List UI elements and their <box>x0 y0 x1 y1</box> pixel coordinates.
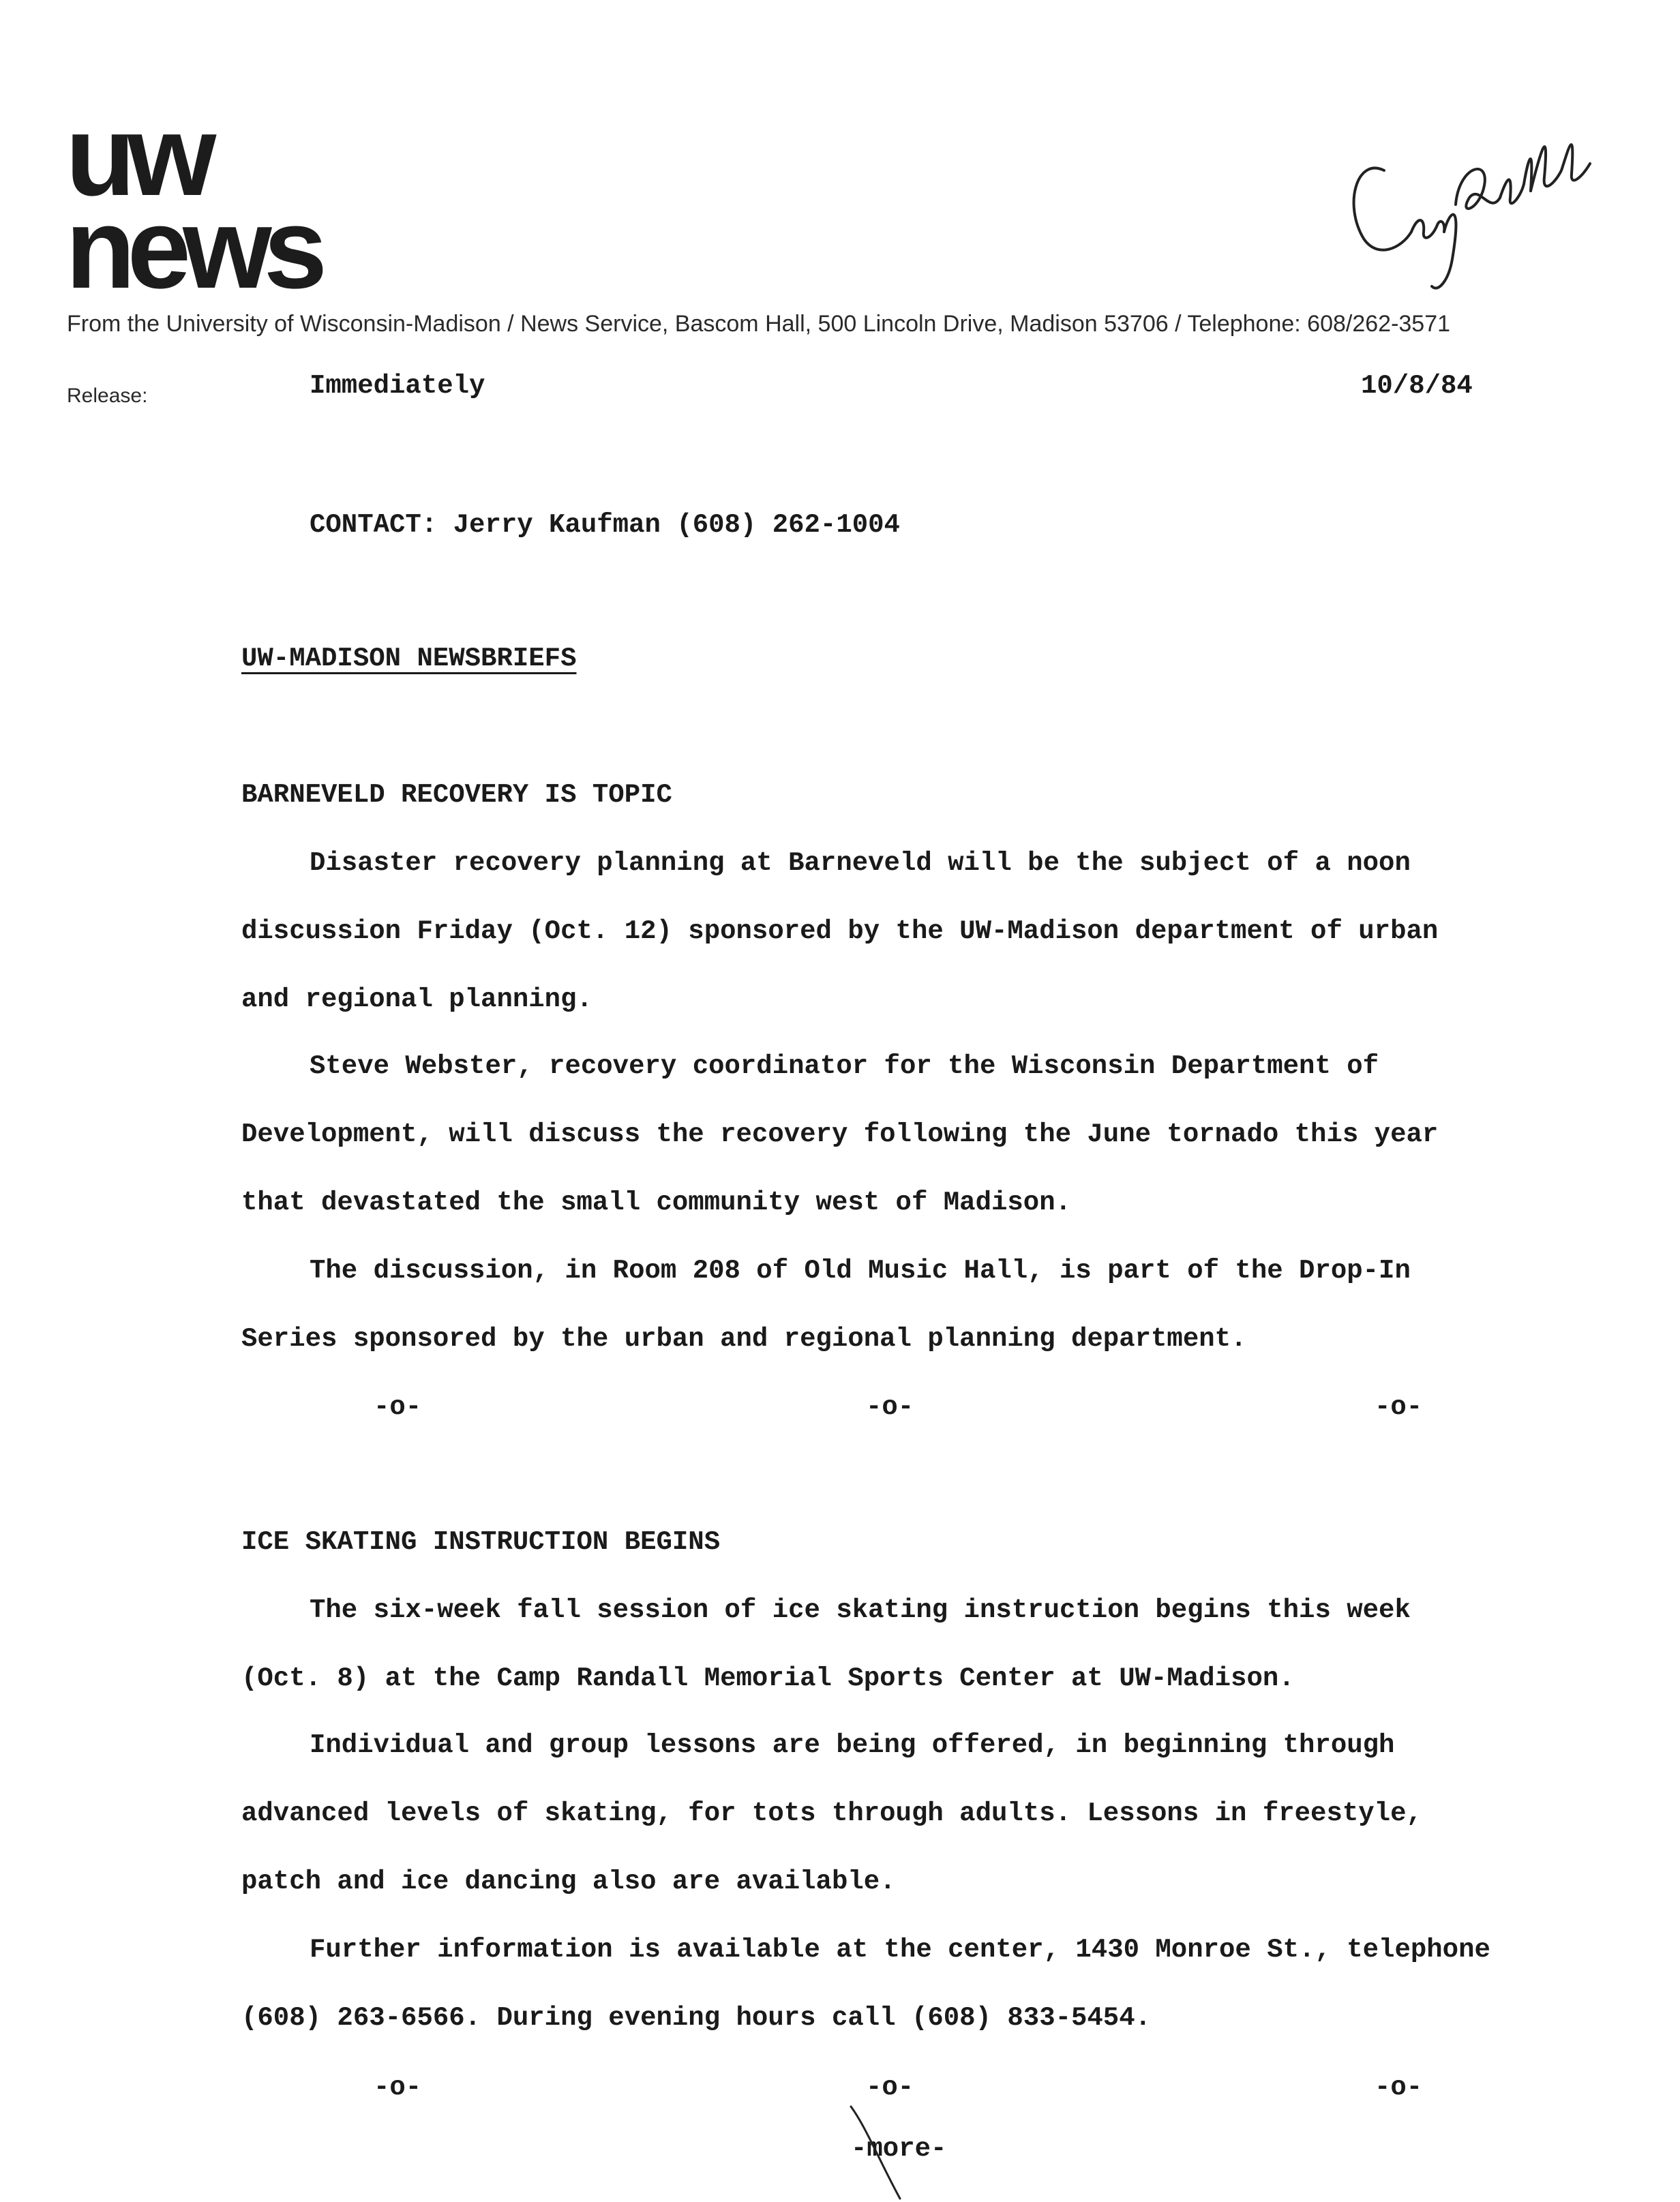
logo-line-uw: uw <box>65 91 209 220</box>
story2-line: Further information is available at the center, 1430 Monroe St., telephone <box>310 1935 1490 1965</box>
letterhead-address: From the University of Wisconsin-Madison / News Service, Bascom Hall, 500 Lincoln Drive, Madison 53706 / Telephone: 608/262-3571 <box>67 311 1451 337</box>
release-value: Immediately <box>310 371 485 401</box>
separator-mark: -o- <box>374 1392 422 1422</box>
separator-mark: -o- <box>374 2072 422 2102</box>
separator-mark: -o- <box>1375 1392 1423 1422</box>
story2-line: advanced levels of skating, for tots through adults. Lessons in freestyle, <box>241 1798 1422 1828</box>
story1-line: The discussion, in Room 208 of Old Music Hall, is part of the Drop-In <box>310 1256 1411 1286</box>
separator-mark: -o- <box>866 2072 914 2102</box>
story1-line: Steve Webster, recovery coordinator for the Wisconsin Department of <box>310 1051 1379 1081</box>
story2-line: patch and ice dancing also are available. <box>241 1867 896 1897</box>
logo-line-news: news <box>65 184 320 312</box>
uw-news-logo <box>65 91 320 312</box>
story1-line: Development, will discuss the recovery following the June tornado this year <box>241 1119 1439 1149</box>
story1-line: Series sponsored by the urban and regional planning department. <box>241 1324 1247 1354</box>
release-date: 10/8/84 <box>1361 371 1473 401</box>
story2-line: The six-week fall session of ice skating instruction begins this week <box>310 1595 1411 1625</box>
separator-mark: -o- <box>866 1392 914 1422</box>
story2-line: Individual and group lessons are being offered, in beginning through <box>310 1730 1395 1760</box>
story2-line: (Oct. 8) at the Camp Randall Memorial Sports Center at UW-Madison. <box>241 1663 1295 1693</box>
story2-line: (608) 263-6566. During evening hours call (608) 833-5454. <box>241 2003 1152 2033</box>
separator-mark: -o- <box>1375 2072 1423 2102</box>
more-marker: -more- <box>851 2134 947 2164</box>
release-label: Release: <box>67 384 148 407</box>
handwritten-signature <box>1336 95 1595 314</box>
story1-line: that devastated the small community west of Madison. <box>241 1188 1071 1218</box>
story1-headline: BARNEVELD RECOVERY IS TOPIC <box>241 780 672 810</box>
pen-stroke-mark <box>845 2100 907 2202</box>
story2-headline: ICE SKATING INSTRUCTION BEGINS <box>241 1527 721 1557</box>
section-title: UW-MADISON NEWSBRIEFS <box>241 644 577 674</box>
story1-line: and regional planning. <box>241 984 592 1014</box>
story1-line: discussion Friday (Oct. 12) sponsored by the UW-Madison department of urban <box>241 916 1439 946</box>
contact-line: CONTACT: Jerry Kaufman (608) 262-1004 <box>310 510 900 540</box>
story1-line: Disaster recovery planning at Barneveld will be the subject of a noon <box>310 848 1411 878</box>
